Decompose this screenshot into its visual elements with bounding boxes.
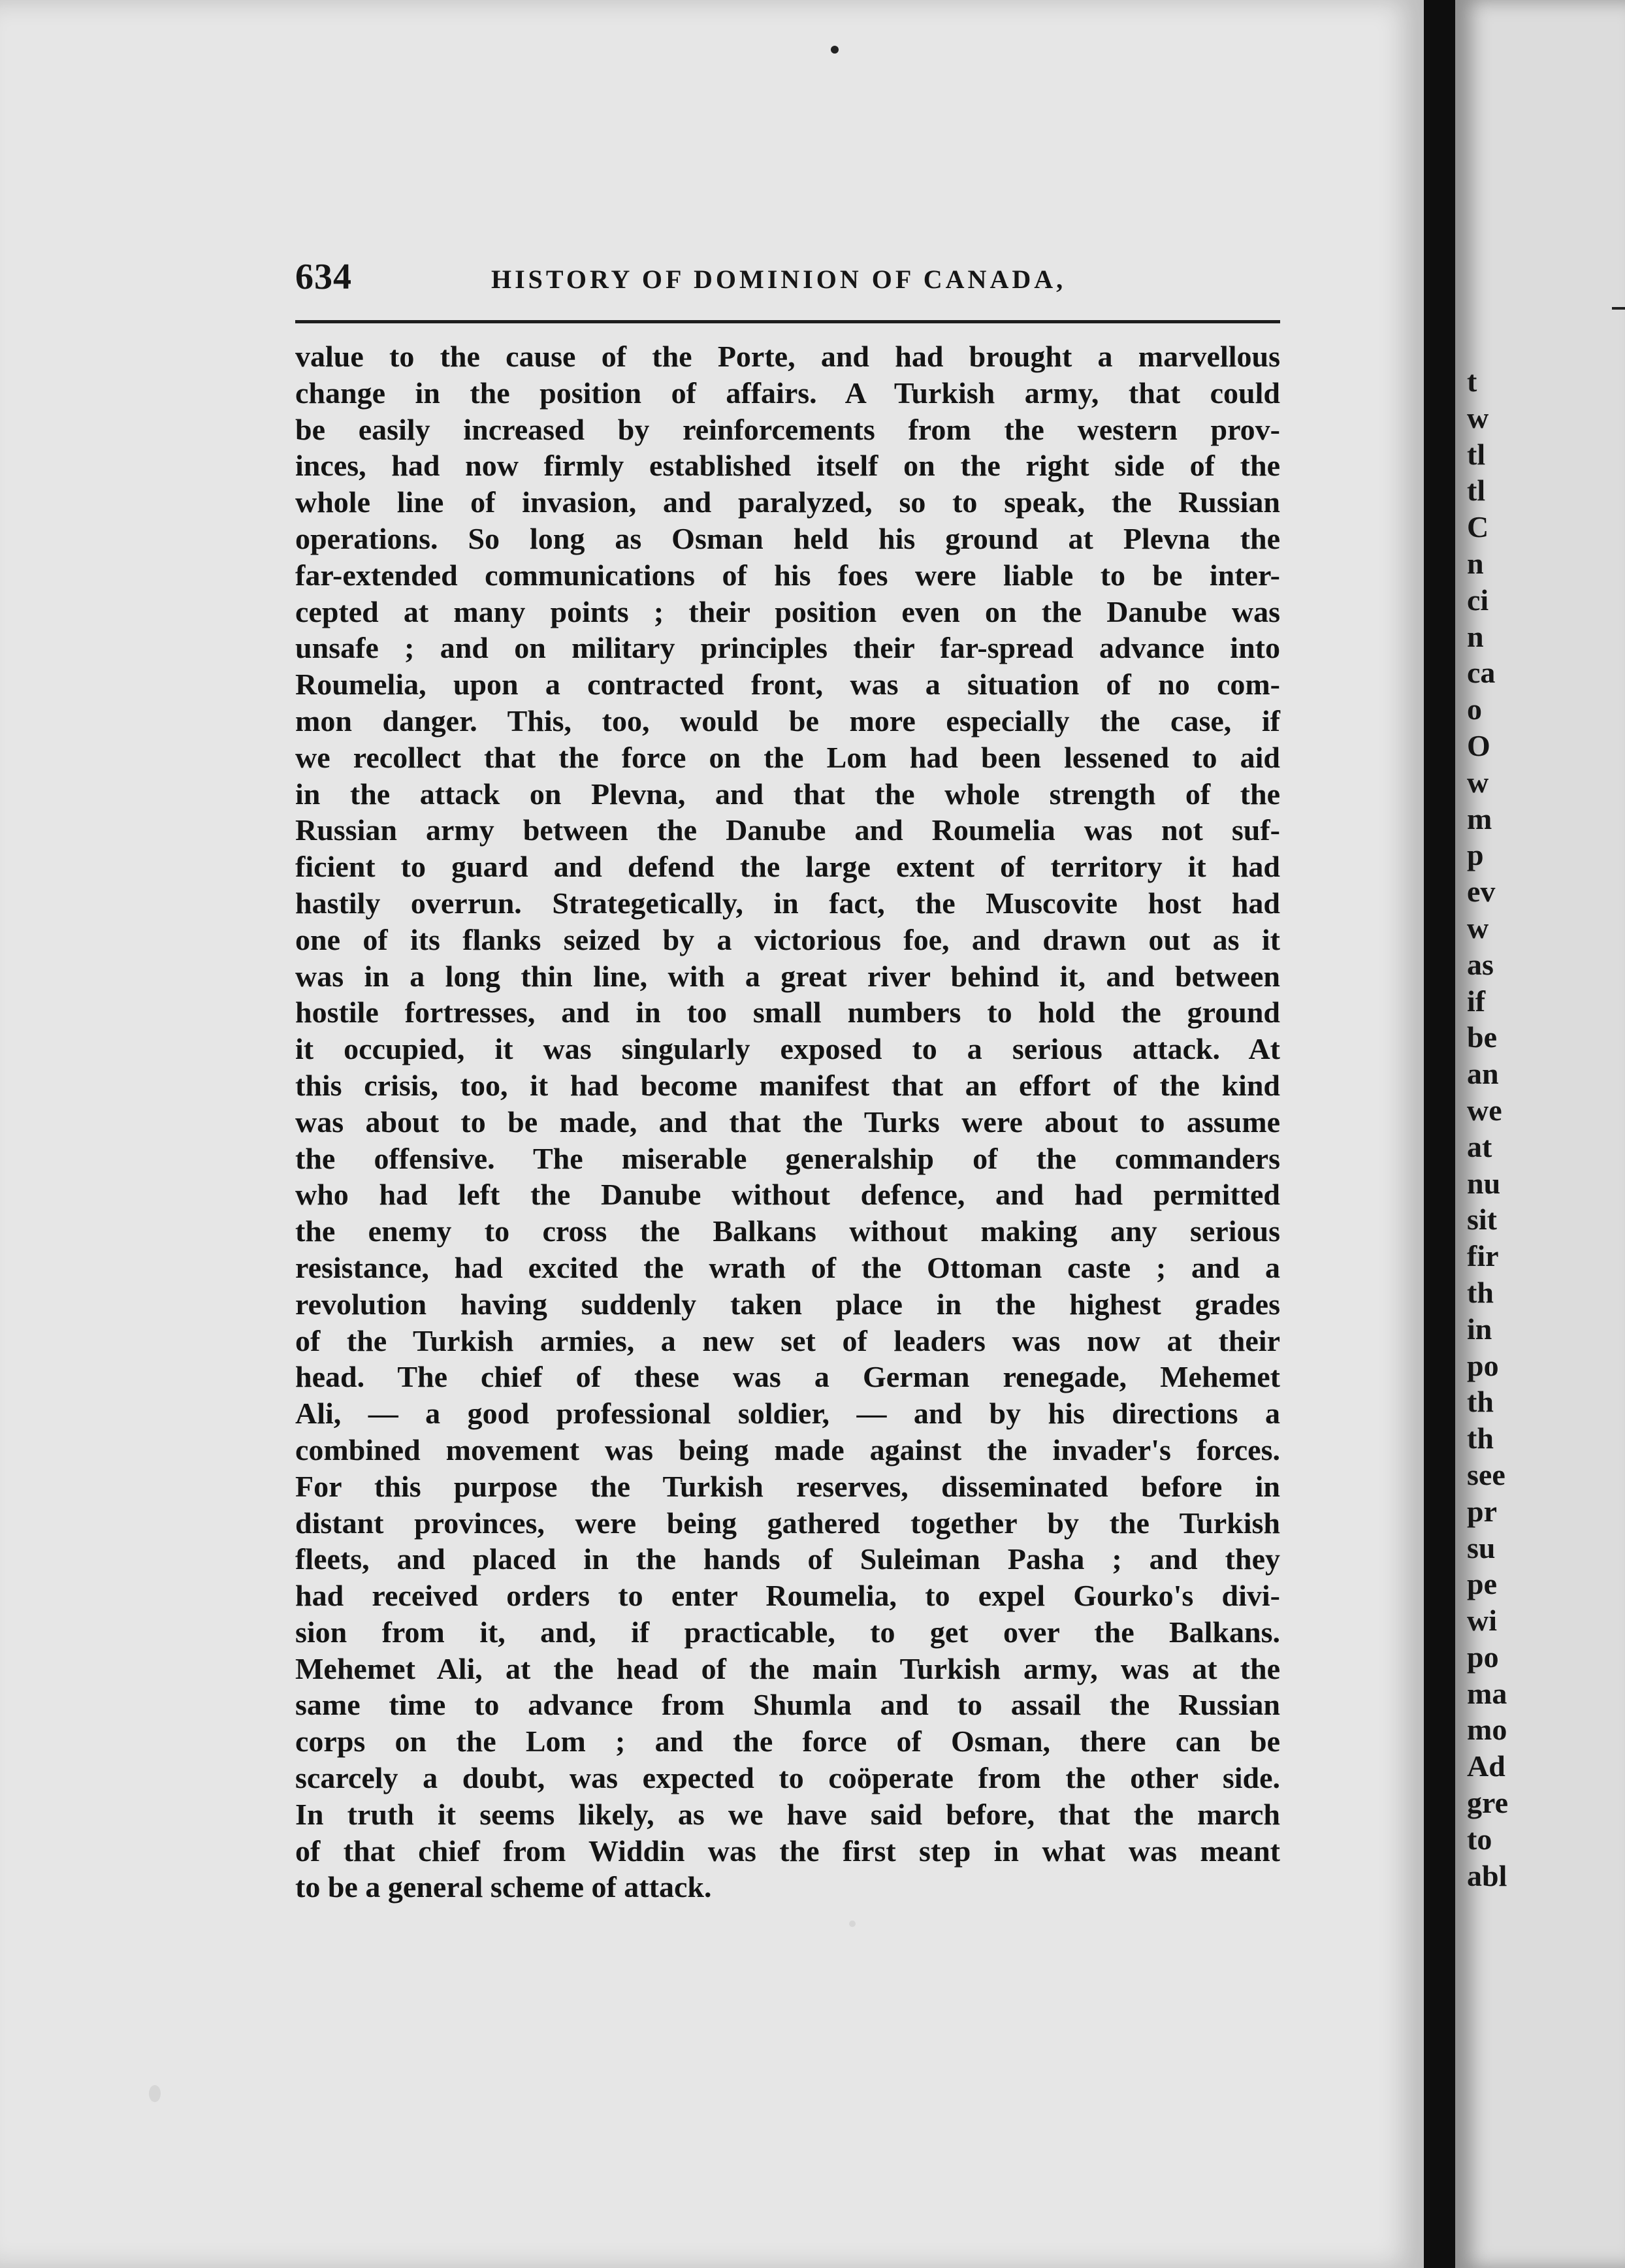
text-line: Russian army between the Danube and Roumelia was not suf- <box>295 813 1280 847</box>
text-line: combined movement was being made against the invader's forces. <box>295 1433 1280 1466</box>
text-line: be easily increased by reinforcements from the western prov- <box>295 412 1280 446</box>
facing-page-fragment: to <box>1467 1822 1492 1856</box>
text-line: it occupied, it was singularly exposed to a serious attack. At <box>295 1032 1280 1066</box>
paper-fleck <box>149 2085 161 2102</box>
page-number: 634 <box>295 257 352 297</box>
text-line: corps on the Lom ; and the force of Osman, there can be <box>295 1725 1280 1758</box>
text-line: Roumelia, upon a contracted front, was a situation of no com- <box>295 668 1280 702</box>
facing-page-fragment: w <box>1467 400 1489 434</box>
text-line: one of its flanks seized by a victorious foe, and drawn out as it <box>295 922 1280 956</box>
paper-fleck <box>849 1920 856 1927</box>
facing-page-fragment: wi <box>1467 1604 1497 1638</box>
facing-page-fragment: th <box>1467 1275 1494 1309</box>
text-line: sion from it, and, if practicable, to get over the Balkans. <box>295 1615 1280 1649</box>
text-line: In truth it seems likely, as we have said before, that the march <box>295 1797 1280 1831</box>
facing-page-fragment: an <box>1467 1057 1499 1091</box>
text-line: was about to be made, and that the Turks were about to assume <box>295 1105 1280 1139</box>
facing-page-fragment: ci <box>1467 583 1489 617</box>
text-line: change in the position of affairs. A Turkish army, that could <box>295 376 1280 410</box>
facing-page-fragment: abl <box>1467 1858 1507 1892</box>
facing-page-fragment: o <box>1467 692 1482 726</box>
facing-page-fragment: w <box>1467 911 1489 945</box>
facing-page-fragment: in <box>1467 1312 1492 1346</box>
page-header-title: HISTORY OF DOMINION OF CANADA, <box>491 265 1067 294</box>
facing-page-rule <box>1612 307 1625 310</box>
text-line: mon danger. This, too, would be more especially the case, if <box>295 704 1280 737</box>
text-line: revolution having suddenly taken place in the highest grades <box>295 1287 1280 1321</box>
binding-gutter <box>1424 0 1455 2268</box>
facing-page-fragment: tl <box>1467 474 1486 508</box>
facing-page-text <box>1467 363 1508 1894</box>
text-line: hostile fortresses, and in too small numbers to hold the ground <box>295 996 1280 1029</box>
facing-page-fragment: sit <box>1467 1203 1497 1237</box>
text-line: operations. So long as Osman held his ground at Plevna the <box>295 521 1280 555</box>
text-line: head. The chief of these was a German renegade, Mehemet <box>295 1360 1280 1394</box>
text-line: in the attack on Plevna, and that the whole strength of the <box>295 777 1280 811</box>
facing-page-fragment: Ad <box>1467 1749 1505 1783</box>
facing-page-fragment: th <box>1467 1421 1494 1455</box>
text-line: this crisis, too, it had become manifest that an effort of the kind <box>295 1068 1280 1102</box>
facing-page-fragment: be <box>1467 1020 1497 1054</box>
facing-page-fragment: ca <box>1467 656 1496 690</box>
text-line: unsafe ; and on military principles their far-spread advance into <box>295 631 1280 665</box>
text-line: value to the cause of the Porte, and had brought a marvellous <box>295 340 1280 373</box>
facing-page-fragment: if <box>1467 984 1486 1018</box>
facing-page-fragment: pr <box>1467 1494 1497 1528</box>
facing-page-fragment: po <box>1467 1348 1499 1382</box>
facing-page-fragment: n <box>1467 619 1484 653</box>
running-head <box>295 256 1288 308</box>
text-line: scarcely a doubt, was expected to coöperate from the other side. <box>295 1761 1280 1795</box>
text-line: resistance, had excited the wrath of the Ottoman caste ; and a <box>295 1250 1280 1284</box>
facing-page-fragment: nu <box>1467 1166 1501 1200</box>
text-line: inces, had now firmly established itself on the right side of the <box>295 449 1280 483</box>
text-line: distant provinces, were being gathered together by the Turkish <box>295 1506 1280 1540</box>
text-line: ficient to guard and defend the large extent of territory it had <box>295 850 1280 884</box>
facing-page-edge <box>1455 0 1625 2268</box>
header-rule <box>295 320 1280 323</box>
text-line: we recollect that the force on the Lom had been lessened to aid <box>295 740 1280 774</box>
facing-page-fragment: we <box>1467 1093 1502 1127</box>
text-line: of the Turkish armies, a new set of leaders was now at their <box>295 1323 1280 1357</box>
text-line: Ali, — a good professional soldier, — and by his directions a <box>295 1397 1280 1431</box>
body-text <box>295 338 1280 1905</box>
text-line: far-extended communications of his foes were liable to be inter- <box>295 558 1280 592</box>
facing-page-fragment: C <box>1467 510 1489 544</box>
facing-page-fragment: ev <box>1467 875 1496 909</box>
text-line: fleets, and placed in the hands of Suleiman Pasha ; and they <box>295 1542 1280 1576</box>
facing-page-fragment: su <box>1467 1531 1496 1564</box>
facing-page-fragment: p <box>1467 838 1484 872</box>
facing-page-fragment: mo <box>1467 1713 1507 1747</box>
text-line: of that chief from Widdin was the first step in what was meant <box>295 1834 1280 1868</box>
text-line: the offensive. The miserable generalship of the commanders <box>295 1141 1280 1175</box>
facing-page-fragment: w <box>1467 765 1489 799</box>
facing-page-fragment: at <box>1467 1129 1492 1163</box>
text-line: had received orders to enter Roumelia, to expel Gourko's divi- <box>295 1579 1280 1613</box>
facing-page-fragment: th <box>1467 1385 1494 1419</box>
facing-page-fragment: po <box>1467 1640 1499 1674</box>
text-line: same time to advance from Shumla and to assail the Russian <box>295 1688 1280 1722</box>
facing-page-fragment: fir <box>1467 1239 1499 1273</box>
text-line: was in a long thin line, with a great river behind it, and between <box>295 959 1280 993</box>
text-line: whole line of invasion, and paralyzed, so to speak, the Russian <box>295 485 1280 519</box>
ink-speck <box>831 46 839 54</box>
facing-page-fragment: tl <box>1467 437 1486 471</box>
text-line: the enemy to cross the Balkans without making any serious <box>295 1214 1280 1248</box>
text-line: hastily overrun. Strategetically, in fact, the Muscovite host had <box>295 886 1280 920</box>
facing-page-fragment: n <box>1467 546 1484 580</box>
facing-page-fragment: gre <box>1467 1786 1509 1820</box>
facing-page-fragment: m <box>1467 802 1492 835</box>
text-line: to be a general scheme of attack. <box>295 1870 712 1904</box>
text-line: cepted at many points ; their position even on the Danube was <box>295 594 1280 628</box>
text-line: For this purpose the Turkish reserves, disseminated before in <box>295 1469 1280 1503</box>
facing-page-fragment: as <box>1467 947 1494 981</box>
text-line: Mehemet Ali, at the head of the main Turkish army, was at the <box>295 1651 1280 1685</box>
text-line: who had left the Danube without defence, and had permitted <box>295 1178 1280 1212</box>
facing-page-fragment: pe <box>1467 1567 1497 1601</box>
facing-page-fragment: O <box>1467 728 1490 762</box>
facing-page-fragment: see <box>1467 1457 1505 1491</box>
facing-page-fragment: ma <box>1467 1676 1507 1710</box>
facing-page-fragment: t <box>1467 364 1477 398</box>
